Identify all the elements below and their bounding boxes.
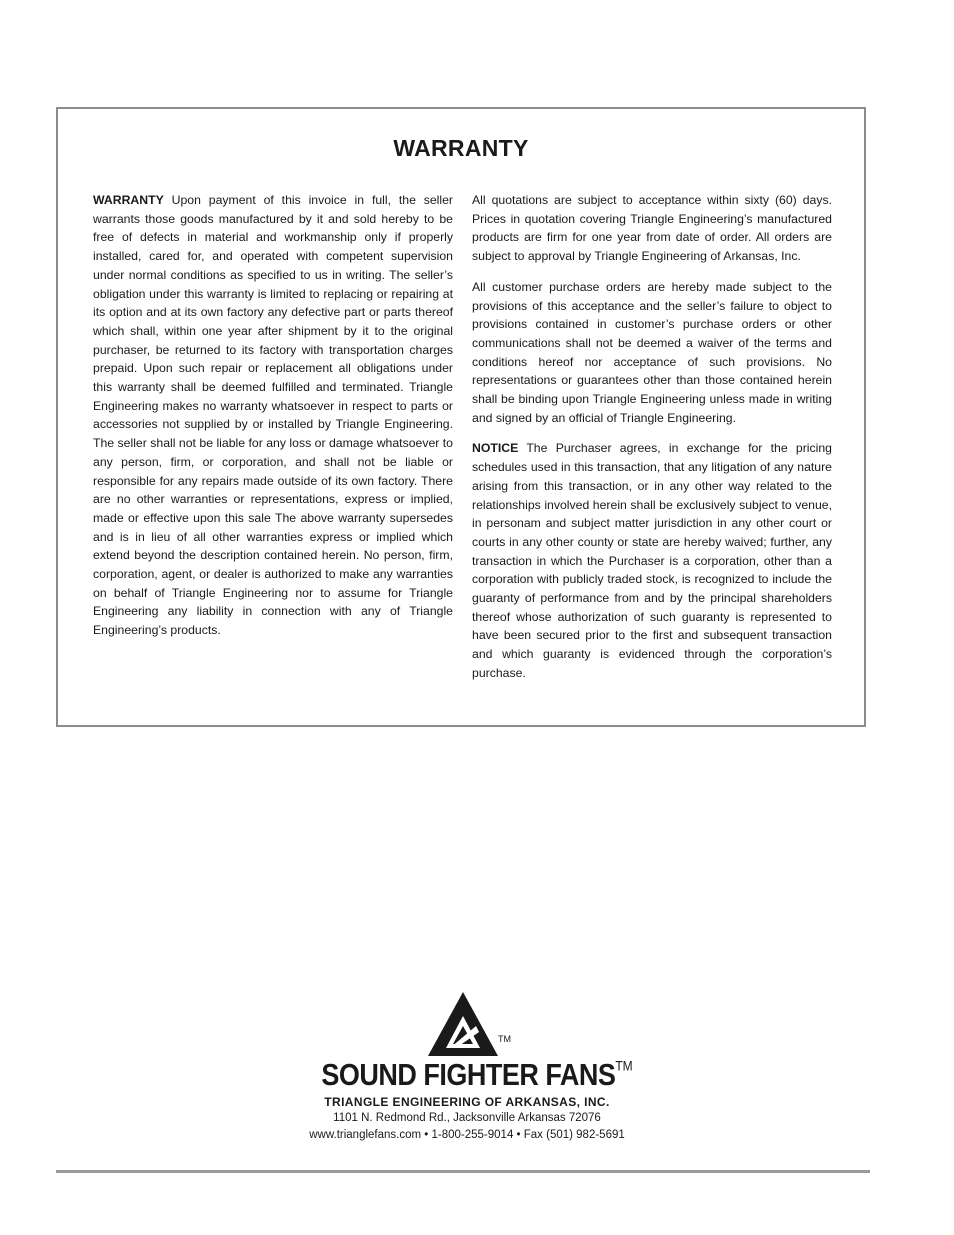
notice-lead: NOTICE bbox=[472, 441, 519, 456]
brand-trademark: TM bbox=[615, 1058, 633, 1074]
warranty-title: WARRANTY bbox=[393, 135, 529, 161]
warranty-box bbox=[56, 107, 866, 727]
brand-name-text: SOUND FIGHTER FANS bbox=[321, 1058, 616, 1092]
purchase-orders-paragraph: All customer purchase orders are hereby made subject to the provisions of this acceptance and the seller’s failure to object to provisions contained in customer’s purchase orders or other communications shall not be deemed a waiver of the terms and conditions hereof nor acceptance of such provisions. No representations or guarantees other than those contained herein shall be binding upon Triangle Engineering unless made in writing and signed by an official of Triangle Engineering. bbox=[472, 279, 832, 425]
warranty-lead: WARRANTY bbox=[93, 193, 164, 207]
notice-paragraph bbox=[472, 439, 832, 682]
triangle-logo-icon bbox=[426, 990, 500, 1056]
quotations-paragraph: All quotations are subject to acceptance within sixty (60) days. Prices in quotation covering Triangle Engineering’s manufactured products are firm for one year from date of order. All orders are subject to approval by Triangle Engineering of Arkansas, Inc. bbox=[472, 193, 832, 264]
brand-name bbox=[0, 1058, 954, 1093]
warranty-right-column bbox=[472, 191, 832, 695]
logo-trademark: TM bbox=[498, 1034, 511, 1044]
bottom-divider bbox=[56, 1170, 870, 1173]
warranty-left-column bbox=[93, 191, 453, 652]
warranty-text: Upon payment of this invoice in full, the seller warrants those goods manufactured by it and sold hereby to be free of defects in material and workmanship only if properly installed, cared for, and operated with competent supervision under normal conditions as specified to us in writing. The seller’s obligation under this warranty is limited to replacing or repairing at its option and at its own factory any defective part or parts thereof which shall, within one year after shipment by it to the original purchaser, be returned to its factory with transportation charges prepaid. Upon such repair or replacement all obligations under this warranty shall be deemed fulfilled and terminated. Triangle Engineering makes no warranty whatsoever in respect to parts or accessories not supplied by or installed by Triangle Engineering. The seller shall not be liable for any loss or damage whatsoever to any person, firm, or corporation, and shall not be liable or responsible for any repairs made outside of its own factory. There are no other warranties or representations, express or implied, made or effective upon this sale The above warranty supersedes and is in lieu of all other warranties express or implied which extend beyond the description contained herein. No person, firm, corporation, agent, or dealer is authorized to make any warranties on behalf of Triangle Engineering nor to assume for Triangle Engineering any liability in connection with any of Triangle Engineering’s products. bbox=[93, 193, 454, 638]
company-address: 1101 N. Redmond Rd., Jacksonville Arkansas 72076 bbox=[333, 1112, 601, 1124]
company-contact: www.trianglefans.com • 1-800-255-9014 • Fax (501) 982-5691 bbox=[309, 1129, 625, 1141]
notice-text: The Purchaser agrees, in exchange for the pricing schedules used in this transaction, that any litigation of any nature arising from this transaction, or in any other way related to the relationships involved herein shall be exclusively subject to venue, in personam and subject matter jurisdiction in any other court or courts in any other county or state are hereby waived; further, any transaction in which the Purchaser is a corporation, other than a corporation with publicly traded stock, is recognized to include the guaranty of performance from and by the principal shareholders thereof whose authorization of such guaranty is represented to have been secured prior to the first and subsequent transaction and which guaranty is evidenced through the corporation’s purchase. bbox=[472, 441, 832, 680]
company-name: TRIANGLE ENGINEERING OF ARKANSAS, INC. bbox=[324, 1095, 610, 1109]
warranty-paragraph bbox=[93, 191, 453, 640]
